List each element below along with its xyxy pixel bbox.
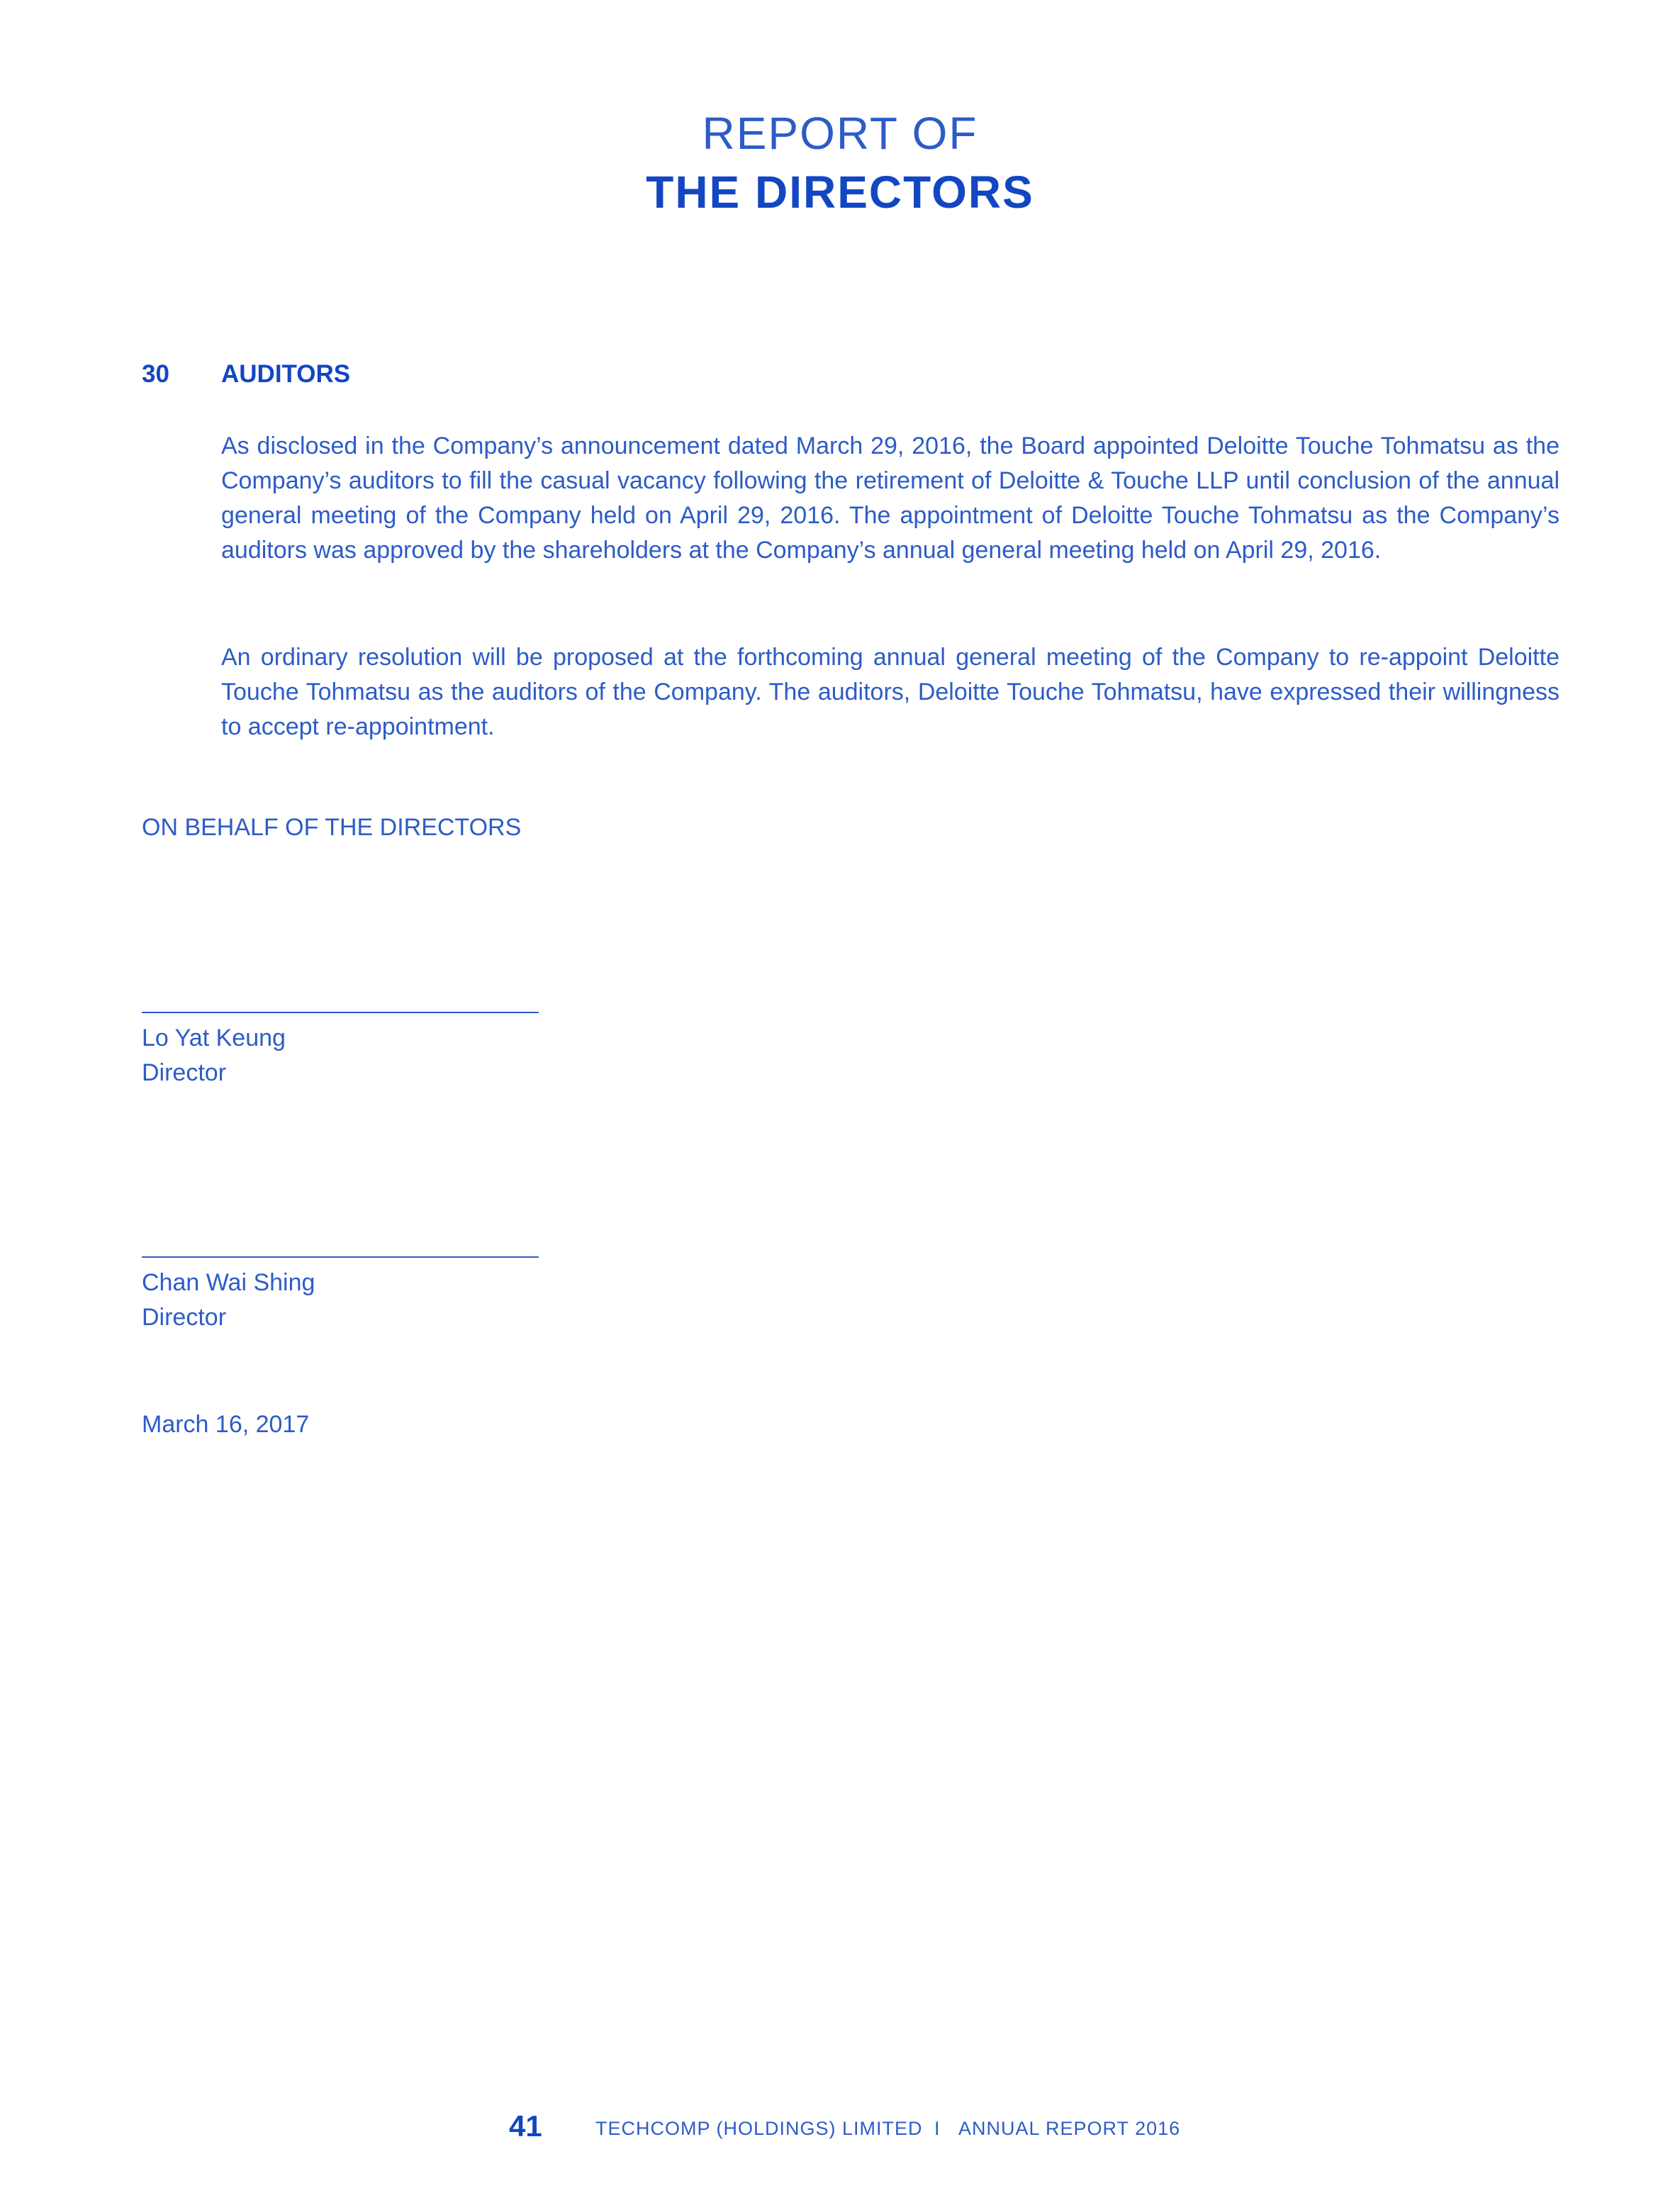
title-line-the-directors: THE DIRECTORS [646, 166, 1034, 218]
auditors-paragraph-1: As disclosed in the Company’s announcement dated March 29, 2016, the Board appointed Deloitte Touche Tohmatsu as the Company’s auditors to fill the casual vacancy following the retirement of Deloitte & Touche LLP until conclusion of the annual general meeting of the Company held on April 29, 2016. The appointment of Deloitte Touche Tohmatsu as the Company’s auditors was approved by the shareholders at the Company’s annual general meeting held on April 29, 2016. [221, 432, 1559, 564]
page-number: 41 [509, 2109, 542, 2143]
signature-line [142, 1256, 539, 1258]
signatory-title: Director [142, 1304, 227, 1331]
auditors-paragraph-2: An ordinary resolution will be proposed at the forthcoming annual general meeting of the Company to re-appoint Deloitte Touche Tohmatsu as the auditors of the Company. The auditors, Deloitte Touche Tohmatsu, have expressed their willingness to accept re-appointment. [221, 644, 1559, 740]
section-title: AUDITORS [221, 360, 351, 388]
footer-separator: I [934, 2118, 940, 2139]
section-number: 30 [142, 360, 169, 388]
signatory-name: Chan Wai Shing [142, 1269, 315, 1296]
footer-company-name: TECHCOMP (HOLDINGS) LIMITED [595, 2118, 923, 2139]
signatory-name: Lo Yat Keung [142, 1025, 286, 1051]
on-behalf-statement: ON BEHALF OF THE DIRECTORS [142, 814, 522, 841]
report-date: March 16, 2017 [142, 1411, 310, 1438]
signatory-title: Director [142, 1059, 227, 1086]
footer-report-name: ANNUAL REPORT 2016 [958, 2118, 1181, 2139]
page-title [0, 106, 1680, 220]
title-line-report-of: REPORT OF [702, 108, 978, 159]
signature-line [142, 1012, 539, 1013]
